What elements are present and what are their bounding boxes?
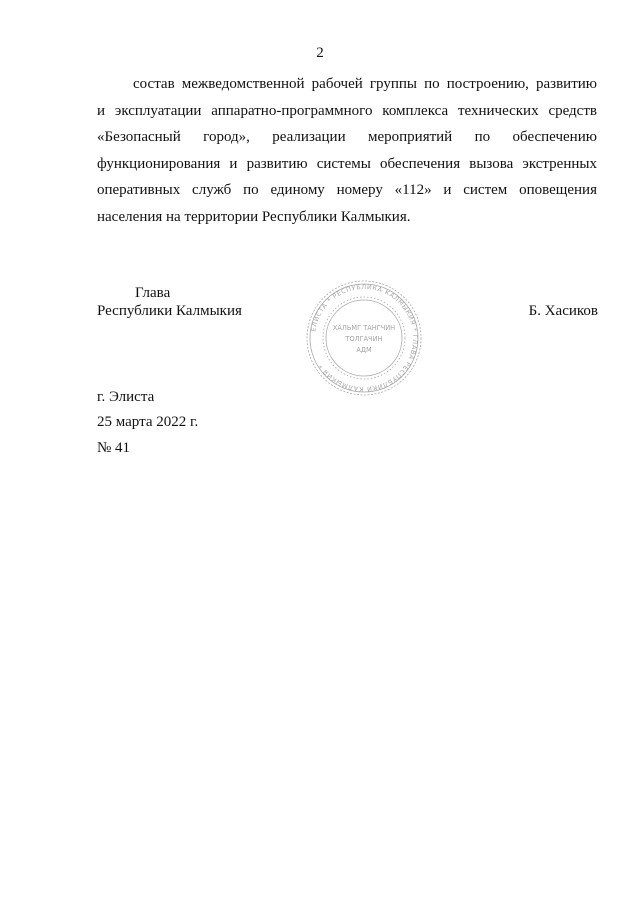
word: системы	[316, 155, 371, 172]
paragraph-line-3	[97, 124, 597, 151]
word: и	[97, 102, 106, 119]
word: экстренных	[522, 155, 597, 172]
word: по	[424, 76, 440, 92]
word: средств	[548, 102, 597, 119]
signatory-title-line-1: Глава	[135, 285, 171, 301]
word: и	[229, 155, 238, 172]
body-paragraph	[97, 71, 597, 231]
paragraph-line-4	[97, 151, 597, 178]
word: вызова	[469, 155, 514, 172]
word: единому	[270, 182, 325, 199]
word: развитию	[246, 155, 308, 172]
issue-date: 25 марта 2022 г.	[97, 414, 199, 430]
word: построению,	[446, 76, 529, 92]
paragraph-line-2	[97, 98, 597, 125]
issue-city: г. Элиста	[97, 389, 155, 405]
word: группы	[369, 76, 417, 92]
word: технических	[457, 102, 539, 119]
word: аппаратно-программного	[211, 102, 373, 119]
paragraph-line-5	[97, 177, 597, 204]
word: «112»	[394, 182, 432, 199]
signatory-title-line-2: Республики Калмыкия	[97, 303, 242, 319]
word: город»,	[203, 129, 250, 146]
seal-outer-text: ЕЛИСТА * РЕСПУБЛИКА КАЛМЫКИЯ * ГЛАВА РЕСПУБЛИКИ КАЛМЫКИЯ *	[309, 282, 420, 394]
word: служб	[192, 182, 232, 199]
official-seal-stamp	[300, 278, 428, 398]
word: населения на территории Республики Калмыкия.	[97, 208, 411, 225]
paragraph-line-6	[97, 204, 597, 231]
word: рабочей	[311, 76, 363, 92]
word: обеспечению	[512, 129, 597, 146]
word: обеспечения	[380, 155, 461, 172]
signatory-name: Б. Хасиков	[528, 303, 598, 319]
word: мероприятий	[368, 129, 453, 146]
word: и	[443, 182, 452, 199]
word: «Безопасный	[97, 129, 181, 146]
word: межведомственной	[181, 76, 305, 92]
seal-inner-line-1: ХАЛЬМГ ТАНГЧИН	[332, 324, 396, 332]
word: реализации	[272, 129, 346, 146]
document-number: № 41	[97, 440, 131, 456]
paragraph-line-1	[97, 71, 597, 98]
page-number: 2	[316, 45, 324, 61]
word: по	[474, 129, 491, 146]
word: состав	[133, 76, 175, 92]
word: развитию	[536, 76, 597, 92]
seal-inner-line-2: ТОЛГАЧИН	[345, 335, 383, 343]
word: эксплуатации	[114, 102, 202, 119]
word: комплекса	[382, 102, 449, 119]
word: функционирования	[97, 155, 221, 172]
word: оповещения	[519, 182, 597, 199]
seal-inner-line-3: АДМ	[356, 346, 372, 354]
word: оперативных	[97, 182, 181, 199]
word: систем	[463, 182, 508, 199]
word: номеру	[336, 182, 383, 199]
word: по	[243, 182, 259, 199]
